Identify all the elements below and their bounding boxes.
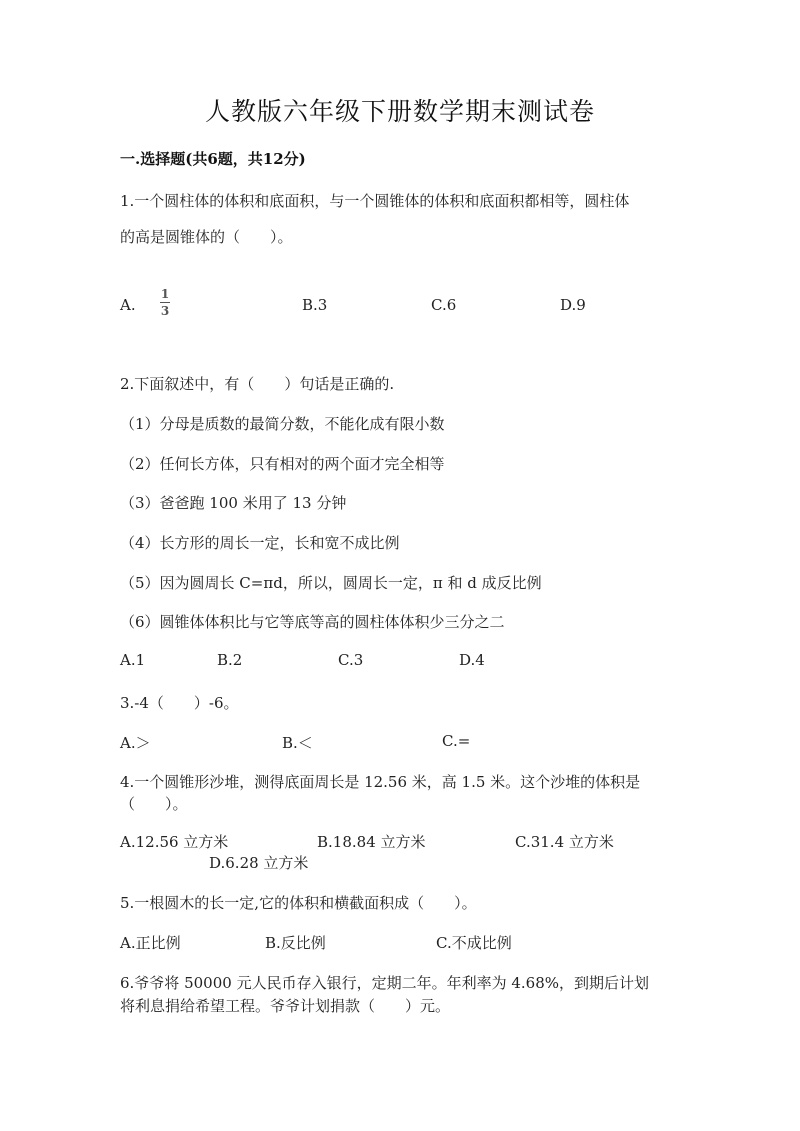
q2-statement-2: （2）任何长方体，只有相对的两个面才完全相等 xyxy=(120,455,445,473)
q4-option-a: A.12.56 立方米 xyxy=(120,833,229,851)
q2-statement-5: （5）因为圆周长 C=πd，所以，圆周长一定，π 和 d 成反比例 xyxy=(120,574,542,592)
q3-option-a: A.＞ xyxy=(120,734,151,752)
q2-option-c: C.3 xyxy=(338,651,364,669)
section-heading: 一.选择题(共6题，共12分) xyxy=(120,150,306,168)
q3-stem: 3.-4（ ）-6。 xyxy=(120,694,239,712)
q2-statement-3: （3）爸爸跑 100 米用了 13 分钟 xyxy=(120,494,347,512)
q3-option-c: C.= xyxy=(442,732,471,750)
q1-option-b: B.3 xyxy=(302,296,328,314)
q1-stem-line1: 1.一个圆柱体的体积和底面积，与一个圆锥体的体积和底面积都相等，圆柱体 xyxy=(120,192,630,210)
fraction-numerator: 1 xyxy=(160,287,170,301)
q4-option-c: C.31.4 立方米 xyxy=(515,833,614,851)
q6-stem-line2: 将利息捐给希望工程。爷爷计划捐款（ ）元。 xyxy=(120,997,451,1015)
fraction-bar xyxy=(160,302,170,303)
page-title: 人教版六年级下册数学期末测试卷 xyxy=(204,97,595,126)
q2-statement-4: （4）长方形的周长一定，长和宽不成比例 xyxy=(120,534,400,552)
q2-stem: 2.下面叙述中，有（ ）句话是正确的. xyxy=(120,375,395,393)
q3-option-b: B.＜ xyxy=(282,734,313,752)
q2-option-d: D.4 xyxy=(459,651,485,669)
q5-option-a: A.正比例 xyxy=(120,934,181,952)
q1-option-a-fraction xyxy=(160,288,170,317)
fraction-denominator: 3 xyxy=(160,304,170,318)
q6-stem-line1: 6.爷爷将 50000 元人民币存入银行，定期二年。年利率为 4.68%，到期后计划 xyxy=(120,974,649,992)
q2-option-a: A.1 xyxy=(120,651,146,669)
q1-option-d: D.9 xyxy=(560,296,586,314)
q1-option-a-label: A. xyxy=(120,296,136,314)
q4-option-d: D.6.28 立方米 xyxy=(209,854,309,872)
q1-stem-line2: 的高是圆锥体的（ ）。 xyxy=(120,228,293,246)
q1-option-c: C.6 xyxy=(431,296,457,314)
q5-option-c: C.不成比例 xyxy=(436,934,512,952)
q2-option-b: B.2 xyxy=(217,651,243,669)
q4-stem-line2: （ ）。 xyxy=(120,795,188,813)
q2-statement-6: （6）圆锥体体积比与它等底等高的圆柱体体积少三分之二 xyxy=(120,613,505,631)
q4-option-b: B.18.84 立方米 xyxy=(317,833,426,851)
q5-option-b: B.反比例 xyxy=(265,934,326,952)
q2-statement-1: （1）分母是质数的最简分数，不能化成有限小数 xyxy=(120,415,445,433)
q5-stem: 5.一根圆木的长一定,它的体积和横截面积成（ ）。 xyxy=(120,894,477,912)
q4-stem-line1: 4.一个圆锥形沙堆，测得底面周长是 12.56 米，高 1.5 米。这个沙堆的体积是 xyxy=(120,773,641,791)
